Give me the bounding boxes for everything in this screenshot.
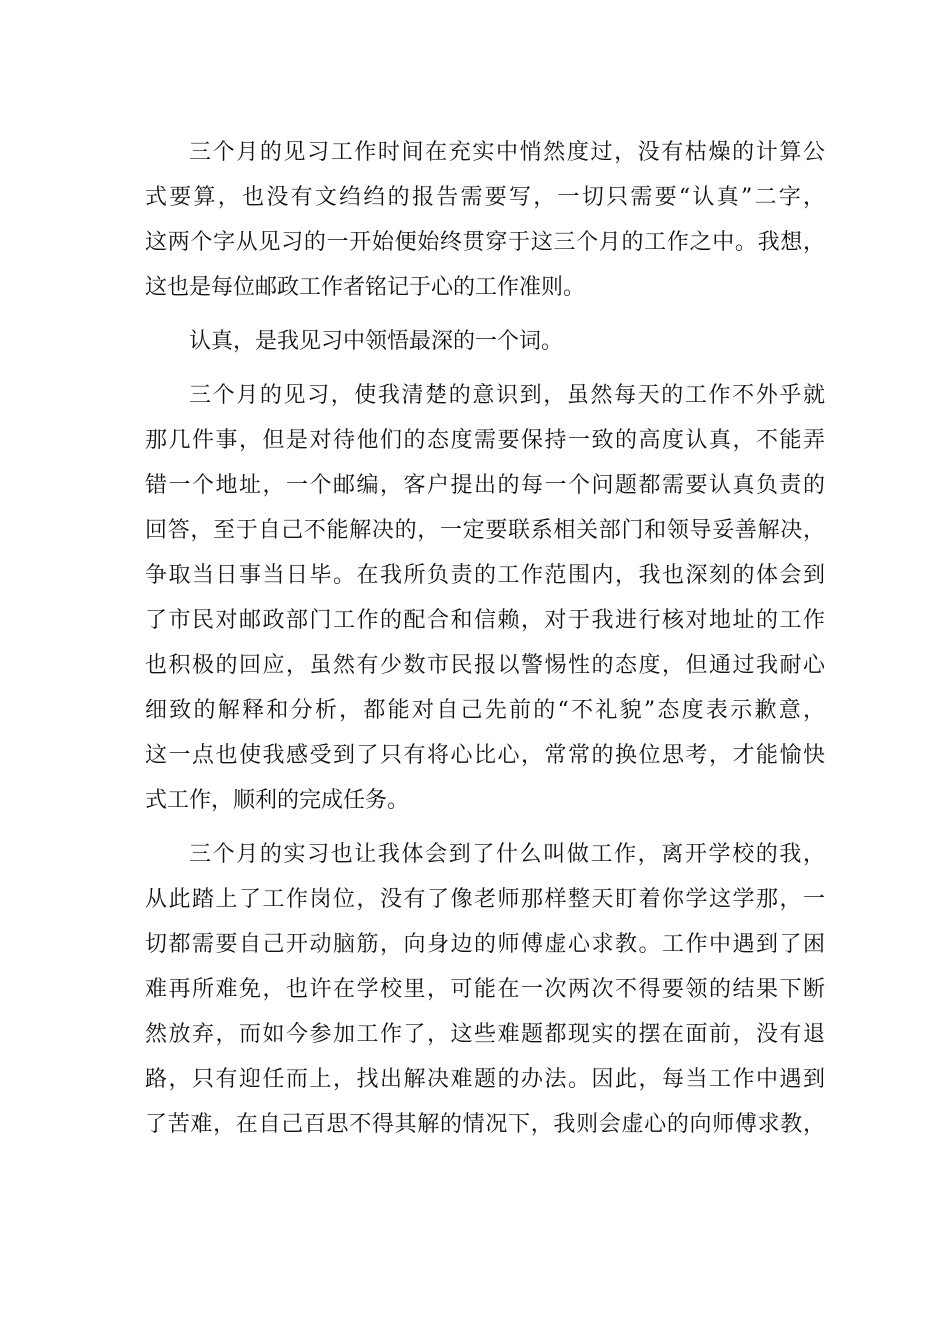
paragraph-line: 式要算，也没有文绉绉的报告需要写，一切只需要“认真”二字， xyxy=(145,185,825,210)
paragraph-line: 那几件事，但是对待他们的态度需要保持一致的高度认真，不能弄 xyxy=(145,428,825,453)
paragraph-1 xyxy=(145,130,825,310)
paragraph-line: 三个月的见习工作时间在充实中悄然度过，没有枯燥的计算公 xyxy=(189,140,825,165)
paragraph-line: 路，只有迎任而上，找出解决难题的办法。因此，每当工作中遇到 xyxy=(145,1067,825,1092)
paragraph-line: 了苦难，在自己百思不得其解的情况下，我则会虚心的向师傅求教， xyxy=(145,1112,825,1137)
paragraph-line: 然放弃，而如今参加工作了，这些难题都现实的摆在面前，没有退 xyxy=(145,1022,825,1047)
paragraph-line: 切都需要自己开动脑筋，向身边的师傅虚心求教。工作中遇到了困 xyxy=(145,932,825,957)
paragraph-line: 这也是每位邮政工作者铭记于心的工作准则。 xyxy=(145,275,586,300)
paragraph-line: 难再所难免，也许在学校里，可能在一次两次不得要领的结果下断 xyxy=(145,977,825,1002)
paragraph-2 xyxy=(145,319,825,364)
paragraph-line: 三个月的见习，使我清楚的意识到，虽然每天的工作不外乎就 xyxy=(189,383,825,408)
paragraph-line: 错一个地址，一个邮编，客户提出的每一个问题都需要认真负责的 xyxy=(145,473,825,498)
paragraph-line: 这一点也使我感受到了只有将心比心，常常的换位思考，才能愉快 xyxy=(145,743,825,768)
paragraph-line: 也积极的回应，虽然有少数市民报以警惕性的态度，但通过我耐心 xyxy=(145,653,825,678)
paragraph-line: 式工作，顺利的完成任务。 xyxy=(145,788,410,813)
paragraph-line: 了市民对邮政部门工作的配合和信赖，对于我进行核对地址的工作 xyxy=(145,608,825,633)
document-body xyxy=(145,130,825,1147)
paragraph-4 xyxy=(145,832,825,1147)
paragraph-line: 从此踏上了工作岗位，没有了像老师那样整天盯着你学这学那，一 xyxy=(145,887,825,912)
paragraph-line: 细致的解释和分析，都能对自己先前的“不礼貌”态度表示歉意， xyxy=(145,698,825,723)
paragraph-3 xyxy=(145,373,825,823)
paragraph-line: 回答，至于自己不能解决的，一定要联系相关部门和领导妥善解决， xyxy=(145,518,825,543)
paragraph-line: 争取当日事当日毕。在我所负责的工作范围内，我也深刻的体会到 xyxy=(145,563,825,588)
paragraph-line: 三个月的实习也让我体会到了什么叫做工作，离开学校的我， xyxy=(189,842,825,867)
paragraph-line: 认真，是我见习中领悟最深的一个词。 xyxy=(189,329,564,354)
paragraph-line: 这两个字从见习的一开始便始终贯穿于这三个月的工作之中。我想， xyxy=(145,230,825,255)
